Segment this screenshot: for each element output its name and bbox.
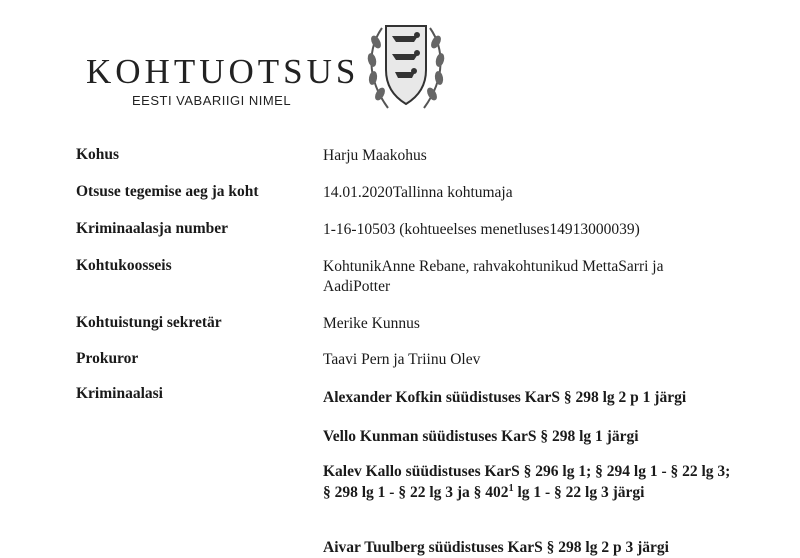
charge-superscript: 1 bbox=[508, 482, 514, 494]
field-value-kohtukoosseis: KohtunikAnne Rebane, rahvakohtunikud MettaSarri ja AadiPotter bbox=[323, 258, 664, 295]
estonian-coat-of-arms-icon bbox=[364, 18, 448, 114]
charge-text: Alexander Kofkin süüdistuses KarS § 298 lg 2 p 1 järgi bbox=[323, 389, 687, 406]
header-subtitle: EESTI VABARIIGI NIMEL bbox=[132, 93, 292, 108]
field-label-kohtukoosseis: Kohtukoosseis bbox=[76, 257, 172, 274]
field-value-kohus: Harju Maakohus bbox=[323, 147, 427, 164]
header-title: KOHTUOTSUS bbox=[86, 52, 360, 91]
field-label-otsuse-aeg: Otsuse tegemise aeg ja koht bbox=[76, 183, 259, 200]
field-label-prokuror: Prokuror bbox=[76, 350, 139, 367]
charge-text-continued: lg 1 - § 22 lg 3 järgi bbox=[513, 484, 645, 501]
charge-item bbox=[323, 387, 743, 408]
charge-text: Vello Kunman süüdistuses KarS § 298 lg 1 järgi bbox=[323, 428, 639, 445]
charge-item bbox=[323, 426, 743, 447]
charge-item bbox=[323, 537, 743, 558]
field-value-prokuror: Taavi Pern ja Triinu Olev bbox=[323, 351, 481, 368]
charge-text: Kalev Kallo süüdistuses KarS § 296 lg 1; § 294 lg 1 - § 22 lg 3; § 298 lg 1 - § 22 lg 3 ja § 402 bbox=[323, 463, 731, 501]
charge-text: Aivar Tuulberg süüdistuses KarS § 298 lg 2 p 3 järgi bbox=[323, 539, 669, 556]
field-value-sekretar: Merike Kunnus bbox=[323, 315, 420, 332]
charge-item bbox=[323, 461, 735, 503]
field-value-otsuse-aeg: 14.01.2020Tallinna kohtumaja bbox=[323, 184, 513, 201]
field-label-kriminaalasi: Kriminaalasi bbox=[76, 385, 163, 402]
field-label-sekretar: Kohtuistungi sekretär bbox=[76, 314, 222, 331]
field-label-kohus: Kohus bbox=[76, 146, 120, 163]
field-value-kriminaalasja-number: 1-16-10503 (kohtueelses menetluses14913000039) bbox=[323, 221, 640, 238]
field-label-kriminaalasja-number: Kriminaalasja number bbox=[76, 220, 228, 237]
